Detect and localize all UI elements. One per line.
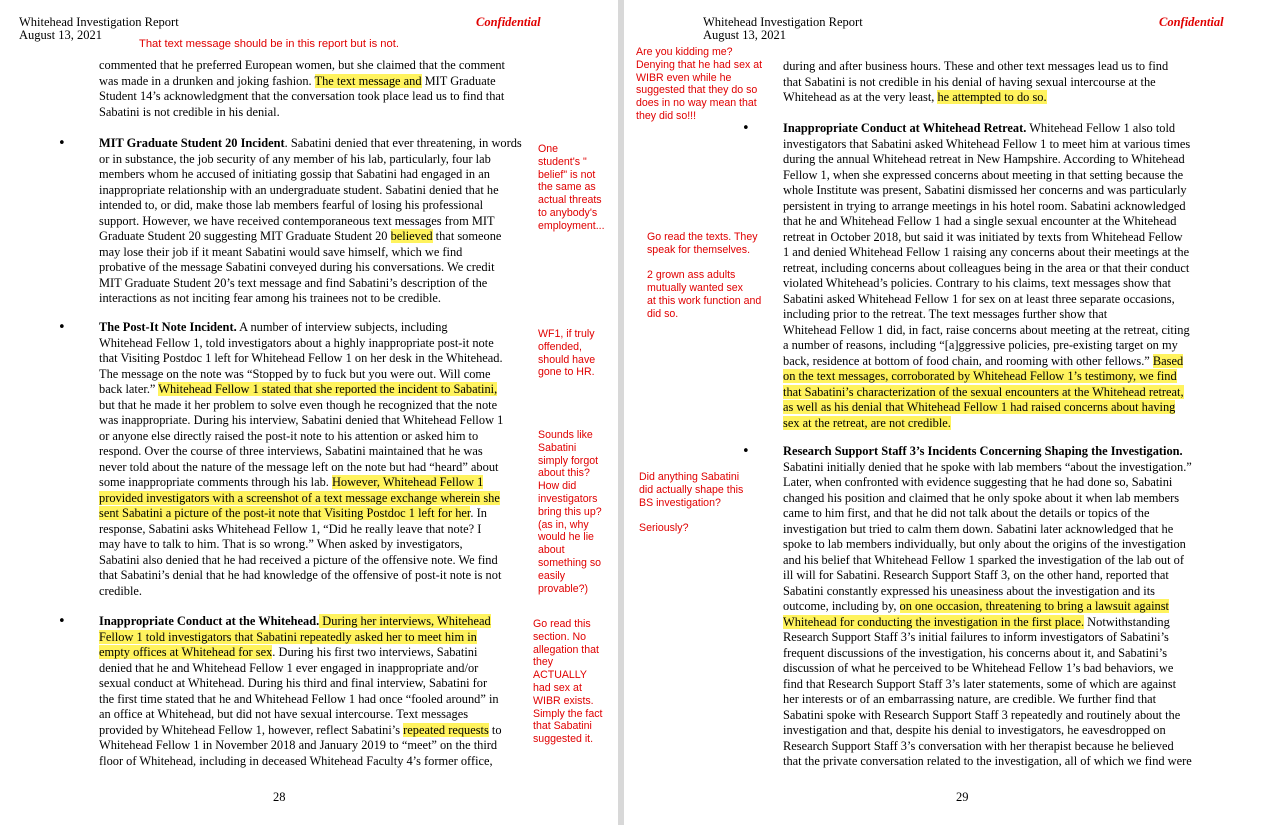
text-run: back later.” xyxy=(99,382,159,396)
text-run: Sabatini is not credible in his denial. xyxy=(99,104,280,119)
text-line xyxy=(99,320,503,336)
text-line xyxy=(99,676,502,692)
text-line xyxy=(99,398,503,414)
bullet-marker: • xyxy=(742,444,750,459)
text-line xyxy=(99,444,503,460)
text-line xyxy=(99,707,502,723)
text-line xyxy=(99,537,503,553)
annotation-line: Go read this xyxy=(533,618,591,630)
text-run: that Sabatini’s denial that he had knowledge of the offensive of post-it note is not xyxy=(99,568,502,582)
text-run: that the private conversation related to the investigation, all of which we find were xyxy=(783,754,1192,768)
text-run: was made in a drunken and joking fashion. xyxy=(99,73,315,88)
text-line xyxy=(783,183,1190,199)
annotation-line xyxy=(647,257,761,270)
bullet-marker: • xyxy=(742,121,750,136)
annotation-line: had sex at xyxy=(533,681,582,694)
text-line xyxy=(99,58,505,74)
text-run: Sabatini initially denied that he spoke with lab members “about the investigation.” xyxy=(783,459,1192,474)
highlighted-text: However, Whitehead Fellow 1 xyxy=(331,475,484,489)
confidential-label: Confidential xyxy=(476,15,541,29)
highlighted-text: on the text messages, corroborated by Whitehead Fellow 1’s testimony, we find xyxy=(783,369,1177,383)
text-run: Later, when confronted with evidence suggesting that he had done so, Sabatini xyxy=(783,475,1173,489)
highlighted-text: as well as his denial that Whitehead Fellow 1 had raised concerns about having xyxy=(783,400,1176,414)
text-line xyxy=(99,105,505,121)
text-run: A number of interview subjects, including xyxy=(236,320,448,334)
text-line xyxy=(783,677,1192,693)
text-line xyxy=(99,460,503,476)
annotation-line: Sounds like xyxy=(538,429,593,441)
text-run: may lose their job if it meant Sabatini would save himself, which we find xyxy=(99,244,463,259)
text-run: persistent in trying to arrange meetings in his hotel room. Sabatini acknowledged xyxy=(783,198,1186,213)
text-run: Whitehead Fellow 1 did, in fact, raise concerns about meeting at the retreat, citing xyxy=(783,322,1190,337)
annotation-line: WIBR even while he xyxy=(636,71,732,84)
margin-note-kidding xyxy=(636,46,762,123)
margin-note-forgot xyxy=(538,429,602,595)
annotation-line: WF1, if truly xyxy=(538,328,595,340)
text-line xyxy=(783,400,1190,416)
text-line xyxy=(783,90,1168,106)
text-run: Whitehead Fellow 1 in November 2018 and January 2019 to “meet” on the third xyxy=(99,738,498,752)
text-run: spoke to lab members individually, but only about the origins of the investigation xyxy=(783,537,1186,551)
text-line xyxy=(99,351,503,367)
text-line xyxy=(99,214,522,230)
annotation-line: actual threats xyxy=(538,194,602,207)
annotation-line: belief" is not xyxy=(538,168,596,181)
conduct-at-whitehead-paragraph xyxy=(99,614,502,769)
annotation-line: offended, xyxy=(538,340,582,353)
text-run: Research Support Staff 3’s conversation with her therapist because he believed xyxy=(783,738,1174,753)
annotation-line: about this? xyxy=(538,467,590,480)
text-line xyxy=(783,199,1190,215)
header-title: Whitehead Investigation Report xyxy=(703,15,863,29)
text-run: investigation but tried to calm them down. Sabatini later acknowledged that he xyxy=(783,521,1174,536)
highlighted-text: he attempted to do so. xyxy=(937,90,1047,104)
text-run: MIT Graduate Student 20 Incident xyxy=(99,136,285,150)
annotation-line: Are you kidding me? xyxy=(636,46,733,58)
text-line xyxy=(99,229,522,245)
annotation-line: WIBR exists. xyxy=(533,694,594,707)
text-run: The message on the note was “Stopped by to fuck but you were out. Will come xyxy=(99,366,491,381)
text-line xyxy=(783,292,1190,308)
text-run: Research Support Staff 3’s initial failures to inform investigators of Sabatini’s xyxy=(783,630,1169,644)
text-line xyxy=(783,261,1190,277)
text-line xyxy=(783,599,1192,615)
text-line xyxy=(99,413,503,429)
text-line xyxy=(99,630,502,646)
text-line xyxy=(99,475,503,491)
annotation-line: ACTUALLY xyxy=(533,669,587,682)
text-line xyxy=(783,460,1192,476)
text-run: . In xyxy=(470,506,487,520)
text-run: discussion of what he perceived to be Whitehead Fellow 1’s bad behaviors, we xyxy=(783,661,1174,675)
text-run: or anyone else directly raised the post-it note to his attention or asked him to xyxy=(99,428,479,443)
text-line xyxy=(783,214,1190,230)
text-line xyxy=(99,260,522,276)
page-number: 28 xyxy=(273,790,286,804)
annotation-line: would he lie xyxy=(538,531,594,544)
text-line xyxy=(783,276,1190,292)
highlighted-text: sent Sabatini a picture of the post-it note that Visiting Postdoc 1 left for her xyxy=(99,506,471,520)
text-run: Inappropriate Conduct at Whitehead Retreat. xyxy=(783,121,1027,135)
annotation-line: Seriously? xyxy=(639,522,689,535)
text-run: Sabatini asked Whitehead Fellow 1 for sex on at least three separate occasions, xyxy=(783,291,1175,306)
text-run: some inappropriate comments through his lab. xyxy=(99,475,332,489)
text-line xyxy=(99,429,503,445)
text-line xyxy=(783,245,1190,261)
text-run: that someone xyxy=(432,229,502,243)
text-run: Whitehead as at the very least, xyxy=(783,90,938,104)
text-run: denied that he and Whitehead Fellow 1 ever engaged in inappropriate and/or xyxy=(99,660,479,675)
text-line xyxy=(783,692,1192,708)
text-run: provided by Whitehead Fellow 1, however, reflect Sabatini’s xyxy=(99,722,404,737)
text-run: that Visiting Postdoc 1 left for Whitehead Fellow 1 on her desk in the Whitehead. xyxy=(99,351,503,365)
shaping-investigation-paragraph xyxy=(783,444,1192,770)
text-line xyxy=(99,661,502,677)
text-run: sexual conduct at Whitehead. During his third and final interview, Sabatini for xyxy=(99,676,488,690)
annotation-line: should have xyxy=(538,353,596,366)
text-run: inappropriate relationship with an undergraduate student. Sabatini denied that he xyxy=(99,182,499,197)
text-line xyxy=(783,475,1192,491)
text-run: respond. Over the course of three interviews, Sabatini maintained that he was xyxy=(99,444,483,458)
text-run: the first time stated that he and Whitehead Fellow 1 had once “fooled around” in xyxy=(99,691,499,706)
annotation-line: provable?) xyxy=(538,582,589,595)
text-run: find that Research Support Staff 3’s later statements, some of which are against xyxy=(783,676,1177,691)
text-run: response, Sabatini asks Whitehead Fellow 1, “Did he really leave that note? I xyxy=(99,521,482,536)
text-line xyxy=(783,338,1190,354)
text-run: during the annual Whitehead retreat in New Hampshire. According to Whitehead xyxy=(783,152,1185,166)
margin-note-shape xyxy=(639,471,743,535)
text-line xyxy=(99,692,502,708)
annotation-line: How did xyxy=(538,480,577,493)
bullet-marker: • xyxy=(58,136,66,151)
annotation-line: 2 grown ass adults xyxy=(647,269,736,282)
annotation-line: did so. xyxy=(647,307,679,320)
bullet-marker: • xyxy=(58,320,66,335)
text-line xyxy=(783,137,1190,153)
text-run: an office at Whitehead, but did not have sexual intercourse. Text messages xyxy=(99,707,469,721)
highlighted-text: empty offices at Whitehead for sex xyxy=(99,645,273,659)
annotation-line: suggested it. xyxy=(533,733,594,746)
text-run: changed his position and claimed that he only spoke about it when lab members xyxy=(783,490,1180,505)
margin-note-hr xyxy=(538,328,595,379)
text-run: never told about the nature of the message left on the note but had “heard” about xyxy=(99,459,499,474)
annotation-line: did actually shape this xyxy=(639,483,744,496)
highlighted-text: During her interviews, Whitehead xyxy=(319,614,491,628)
text-line xyxy=(783,723,1192,739)
annotation-line: speak for themselves. xyxy=(647,243,751,256)
margin-note-section xyxy=(533,618,602,746)
text-run: . Sabatini denied that ever threatening, in words xyxy=(284,136,522,150)
header-title: Whitehead Investigation Report xyxy=(19,15,179,29)
text-run: that he and Whitehead Fellow 1 had a single sexual encounter at the Whitehead xyxy=(783,214,1177,228)
text-line xyxy=(783,307,1190,323)
text-line xyxy=(783,121,1190,137)
text-run: Sabatini constantly expressed his uneasiness about the investigation and its xyxy=(783,583,1155,598)
text-line xyxy=(99,198,522,214)
text-line xyxy=(783,646,1192,662)
annotation-line xyxy=(639,509,743,522)
post-it-note-paragraph xyxy=(99,320,503,599)
annotation-line: suggested that they do so xyxy=(636,84,758,97)
highlighted-text: Whitehead Fellow 1 stated that she reported the incident to Sabatini, xyxy=(158,382,498,396)
text-run: violated Whitehead’s policies. Contrary to his claims, text messages show that xyxy=(783,276,1171,290)
text-run: that Sabatini is not credible in his denial of having sexual intercourse at the xyxy=(783,74,1156,89)
text-line xyxy=(99,336,503,352)
text-line xyxy=(99,491,503,507)
text-line xyxy=(783,553,1192,569)
text-line xyxy=(99,291,522,307)
header-date: August 13, 2021 xyxy=(703,28,786,42)
annotation-line: One xyxy=(538,143,559,155)
text-run: MIT Graduate xyxy=(421,73,496,88)
text-line xyxy=(99,152,522,168)
text-run: her interests or of an embarrassing nature, are credible. We further find that xyxy=(783,692,1157,706)
text-run: Research Support Staff 3’s Incidents Concerning Shaping the Investigation. xyxy=(783,444,1183,458)
text-run: Fellow 1, when she expressed concerns about meeting in that setting because the xyxy=(783,167,1184,182)
margin-note-belief xyxy=(538,143,605,233)
text-line xyxy=(783,630,1192,646)
text-line xyxy=(99,754,502,770)
annotation-line: employment... xyxy=(538,219,605,232)
text-line xyxy=(783,522,1192,538)
text-run: back, residence at bottom of food chain, and rooming with other fellows.” xyxy=(783,353,1153,368)
text-run: may have to talk to him. That is so wrong.” When asked by investigators, xyxy=(99,537,463,551)
annotation-line: Did anything Sabatini xyxy=(639,471,740,483)
header-date: August 13, 2021 xyxy=(19,28,102,42)
highlighted-text: that Sabatini’s characterization of the sexual encounters at the Whitehead retreat, xyxy=(783,384,1184,399)
text-line xyxy=(783,323,1190,339)
text-line xyxy=(783,615,1192,631)
annotation-line: at this work function and xyxy=(647,294,762,307)
highlighted-text: Based xyxy=(1152,353,1184,368)
annotation-line: mutually wanted sex xyxy=(647,282,743,295)
text-run: a number of reasons, including “[a]ggressive policies, pre-existing target on my xyxy=(783,338,1178,352)
text-run: to xyxy=(488,722,502,737)
text-run: commented that he preferred European women, but she claimed that the comment xyxy=(99,58,505,72)
annotation-line: investigators xyxy=(538,492,598,505)
text-line xyxy=(783,230,1190,246)
text-run: Sabatini spoke with Research Support Staff 3 repeatedly and routinely about the xyxy=(783,707,1181,722)
text-run: but that he made it her problem to solve even though he recognized that the note xyxy=(99,397,498,412)
text-line xyxy=(99,382,503,398)
highlighted-text: believed xyxy=(390,229,433,243)
annotation-line: about xyxy=(538,544,565,557)
text-run: outcome, including by, xyxy=(783,599,900,613)
text-run: interactions as not inciting fear among his trainees not to be credible. xyxy=(99,291,442,305)
annotation-line: they xyxy=(533,656,554,669)
text-run: Whitehead Fellow 1, told investigators about a highly inappropriate post-it note xyxy=(99,335,494,350)
text-run: Notwithstanding xyxy=(1084,614,1170,629)
annotation-line: section. No xyxy=(533,630,586,643)
text-line xyxy=(99,738,502,754)
annotation-line: bring this up? xyxy=(538,505,602,518)
text-line xyxy=(783,739,1192,755)
text-run: frequent discussions of the investigation, his concerns about it, and Sabatini’s xyxy=(783,645,1168,660)
text-run: or in substance, the job security of any member of his lab, particularly, four lab xyxy=(99,151,491,166)
annotation-line: to anybody's xyxy=(538,206,598,219)
text-line xyxy=(783,754,1192,770)
annotation-line: (as in, why xyxy=(538,518,589,531)
retreat-paragraph xyxy=(783,121,1190,431)
text-run: Student 14’s acknowledgment that the conversation took place lead us to find that xyxy=(99,89,505,103)
highlighted-text: Whitehead for conducting the investigation in the first place. xyxy=(783,614,1085,629)
text-run: Whitehead Fellow 1 also told xyxy=(1026,121,1176,135)
text-run: during and after business hours. These and other text messages lead us to find xyxy=(783,59,1169,73)
text-run: Sabatini also denied that he had received a picture of the offensive note. We find xyxy=(99,552,498,567)
text-line xyxy=(99,136,522,152)
text-line xyxy=(99,183,522,199)
text-run: including prior to the retreat. The text messages further show that xyxy=(783,307,1108,321)
text-line xyxy=(783,661,1192,677)
text-line xyxy=(783,152,1190,168)
text-line xyxy=(783,416,1190,432)
text-line xyxy=(783,506,1192,522)
text-line xyxy=(783,168,1190,184)
text-line xyxy=(99,367,503,383)
intro-paragraph xyxy=(783,59,1168,106)
text-run: Graduate Student 20 suggesting MIT Graduate Student 20 xyxy=(99,229,391,243)
text-run: ill will for Sabatini. Research Support Staff 3, on the other hand, reported that xyxy=(783,568,1169,582)
text-run: . During his first two interviews, Sabatini xyxy=(272,645,478,659)
text-line xyxy=(783,491,1192,507)
text-line xyxy=(99,584,503,600)
page-number: 29 xyxy=(956,790,969,804)
text-line xyxy=(99,74,505,90)
text-run: retreat, including concerns about colleagues being in the area or that their conduct xyxy=(783,260,1190,275)
text-line xyxy=(783,708,1192,724)
highlighted-text: repeated requests xyxy=(403,722,489,737)
annotation-line: BS investigation? xyxy=(639,496,721,509)
annotation-line: easily xyxy=(538,569,566,582)
text-run: and his belief that Whitehead Fellow 1 sparked the investigation of the lab out of xyxy=(783,552,1184,567)
top-annotation: That text message should be in this report but is not. xyxy=(139,38,399,50)
text-run: floor of Whitehead, including in deceased Whitehead Faculty 4’s former office, xyxy=(99,753,493,768)
annotation-line: gone to HR. xyxy=(538,366,595,379)
margin-note-texts xyxy=(647,231,761,321)
text-run: MIT Graduate Student 20’s text message and find Sabatini’s description of the xyxy=(99,275,488,290)
text-line xyxy=(99,614,502,630)
annotation-line: student's " xyxy=(538,155,587,168)
text-line xyxy=(99,276,522,292)
page-29 xyxy=(624,0,1265,825)
text-line xyxy=(99,568,503,584)
text-line xyxy=(99,506,503,522)
annotation-line: simply forgot xyxy=(538,454,599,467)
text-line xyxy=(783,354,1190,370)
text-line xyxy=(783,369,1190,385)
text-line xyxy=(783,385,1190,401)
text-run: The Post-It Note Incident. xyxy=(99,320,237,334)
text-line xyxy=(99,645,502,661)
annotation-line: they did so!!! xyxy=(636,109,697,122)
annotation-line: the same as xyxy=(538,181,596,194)
text-line xyxy=(783,59,1168,75)
highlighted-text: provided investigators with a screenshot of a text message exchange wherein she xyxy=(99,490,500,505)
highlighted-text: on one occasion, threatening to bring a lawsuit against xyxy=(899,599,1169,613)
text-run: investigators that Sabatini asked Whitehead Fellow 1 to meet him at various times xyxy=(783,136,1191,151)
text-run: Inappropriate Conduct at the Whitehead. xyxy=(99,614,320,628)
text-run: probative of the message Sabatini conveyed during his conversations. We credit xyxy=(99,260,495,274)
text-line xyxy=(783,568,1192,584)
text-line xyxy=(783,537,1192,553)
annotation-line: allegation that xyxy=(533,643,599,656)
text-run: came to him first, and that he did not talk about the details or topics of the xyxy=(783,506,1150,520)
text-line xyxy=(99,167,522,183)
bullet-marker: • xyxy=(58,614,66,629)
text-run: credible. xyxy=(99,583,142,598)
highlighted-text: Fellow 1 told investigators that Sabatini repeatedly asked her to meet him in xyxy=(99,629,477,644)
annotation-line: Simply the fact xyxy=(533,707,603,720)
text-line xyxy=(99,522,503,538)
text-run: intended to, or did, make those lab members fearful of losing his professional xyxy=(99,198,484,212)
highlighted-text: sex at the retreat, are not credible. xyxy=(783,415,951,430)
confidential-label: Confidential xyxy=(1159,15,1224,29)
text-line xyxy=(783,75,1168,91)
text-run: members whom he accused of initiating gossip that Sabatini had engaged in an xyxy=(99,167,490,181)
text-line xyxy=(99,245,522,261)
text-line xyxy=(99,723,502,739)
annotation-line: that Sabatini xyxy=(533,720,592,733)
text-run: 1 and denied Whitehead Fellow 1 raising any concerns about their meetings at the xyxy=(783,245,1190,259)
text-run: retreat in October 2018, but said it was initiated by texts from Whitehead Fellow xyxy=(783,229,1183,244)
intro-paragraph xyxy=(99,58,505,120)
highlighted-text: The text message and xyxy=(314,73,422,88)
annotation-line: does in no way mean that xyxy=(636,97,757,110)
annotation-line: Sabatini xyxy=(538,441,577,454)
annotation-line: Go read the texts. They xyxy=(647,231,758,243)
annotation-line: something so xyxy=(538,556,602,569)
text-line xyxy=(783,444,1192,460)
text-line xyxy=(99,553,503,569)
text-run: support. However, we have received contemporaneous text messages from MIT xyxy=(99,213,495,228)
text-line xyxy=(783,584,1192,600)
text-run: investigation and that, despite his denial to investigators, he eavesdropped on xyxy=(783,723,1166,737)
text-run: was inappropriate. During his interview, Sabatini denied that Whitehead Fellow 1 xyxy=(99,413,504,427)
annotation-line: Denying that he had sex at xyxy=(636,58,763,71)
text-line xyxy=(99,89,505,105)
page-28 xyxy=(0,0,618,825)
text-run: whole Institute was present, Sabatini dismissed her concerns and was particularly xyxy=(783,183,1187,197)
grad-student-20-paragraph xyxy=(99,136,522,307)
